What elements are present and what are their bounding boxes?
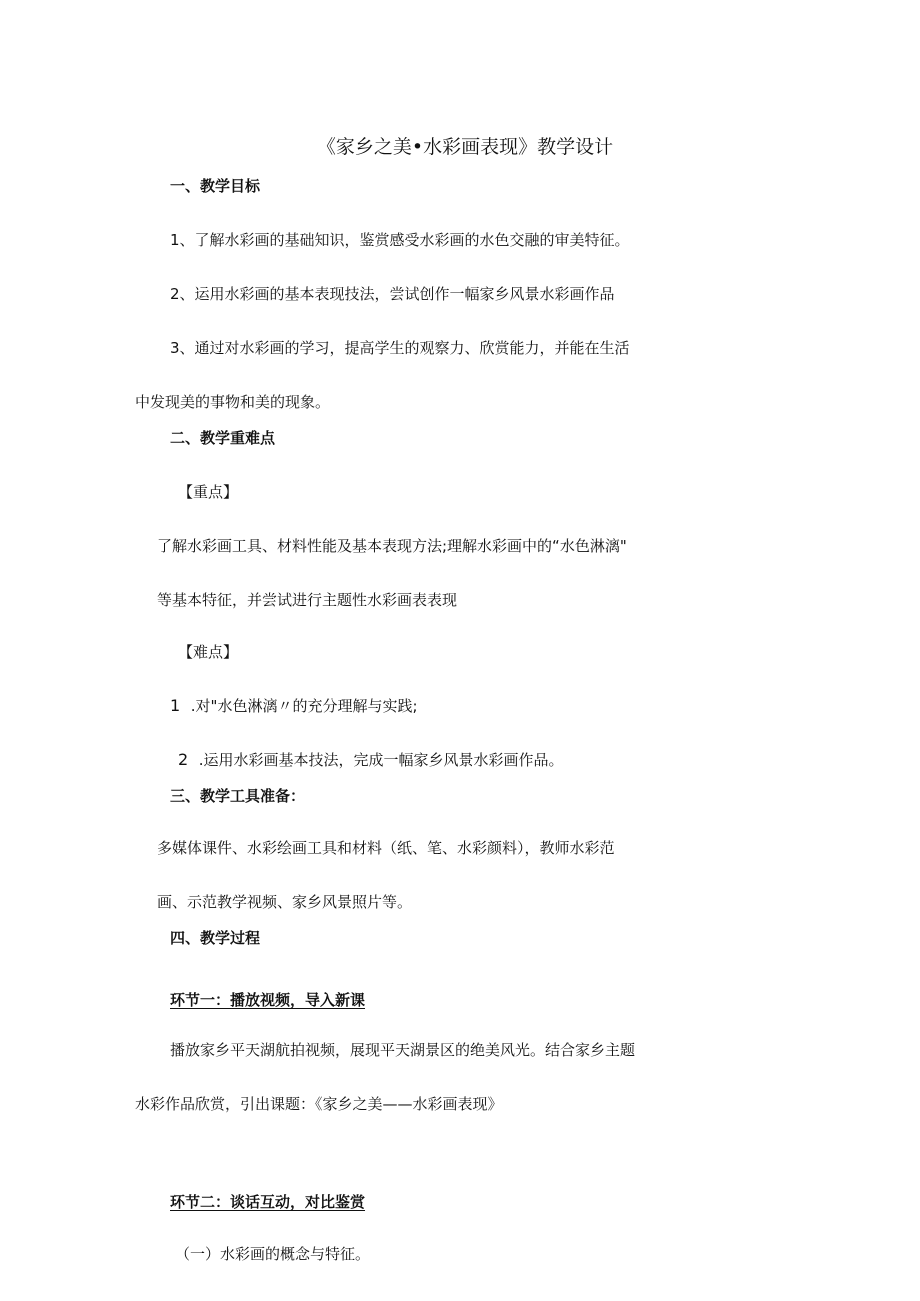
step1-text-line-2: 水彩作品欣赏，引出课题：《家乡之美——水彩画表现》 xyxy=(135,1095,503,1113)
tools-text-line-1: 多媒体课件、水彩绘画工具和材料（纸、笔、水彩颜料），教师水彩范 xyxy=(157,839,615,857)
key-label: 【重点】 xyxy=(178,483,239,501)
step1-text-line-1: 播放家乡平天湖航拍视频，展现平天湖景区的绝美风光。结合家乡主题 xyxy=(170,1041,636,1059)
section-heading-process: 四、教学过程 xyxy=(170,929,261,947)
goal-item-2: 2、运用水彩画的基本表现技法，尝试创作一幅家乡风景水彩画作品 xyxy=(170,285,615,303)
goal-item-3: 3、通过对水彩画的学习，提高学生的观察力、欣赏能力，并能在生活 xyxy=(170,339,630,357)
document-title: 《家乡之美•水彩画表现》教学设计 xyxy=(316,136,614,158)
goal-item-1: 1、了解水彩画的基础知识，鉴赏感受水彩画的水色交融的审美特征。 xyxy=(170,231,630,249)
difficult-item-2-number: 2 xyxy=(178,750,189,769)
difficult-item-1 xyxy=(170,696,418,716)
tools-text-line-2: 画、示范教学视频、家乡风景照片等。 xyxy=(157,893,413,911)
section-heading-goals: 一、教学目标 xyxy=(170,177,261,195)
key-text-line-1: 了解水彩画工具、材料性能及基本表现方法;理解水彩画中的“水色淋漓" xyxy=(157,537,627,555)
difficult-item-2-text: .运用水彩画基本技法，完成一幅家乡风景水彩画作品。 xyxy=(198,751,564,769)
goal-item-3-continued: 中发现美的事物和美的现象。 xyxy=(135,393,331,411)
section-heading-key-points: 二、教学重难点 xyxy=(170,429,276,447)
step2-subheading-1: （一）水彩画的概念与特征。 xyxy=(175,1245,371,1263)
step2-heading: 环节二：谈话互动，对比鉴赏 xyxy=(170,1193,366,1211)
difficult-item-2 xyxy=(178,750,564,770)
difficult-item-1-text: .对"水色淋漓〃的充分理解与实践; xyxy=(190,697,418,715)
difficult-item-1-number: 1 xyxy=(170,696,181,715)
step1-heading: 环节一：播放视频，导入新课 xyxy=(170,991,366,1009)
section-heading-tools: 三、教学工具准备： xyxy=(170,787,306,805)
difficult-label: 【难点】 xyxy=(178,643,239,661)
key-text-line-2: 等基本特征，并尝试进行主题性水彩画表表现 xyxy=(157,591,458,609)
